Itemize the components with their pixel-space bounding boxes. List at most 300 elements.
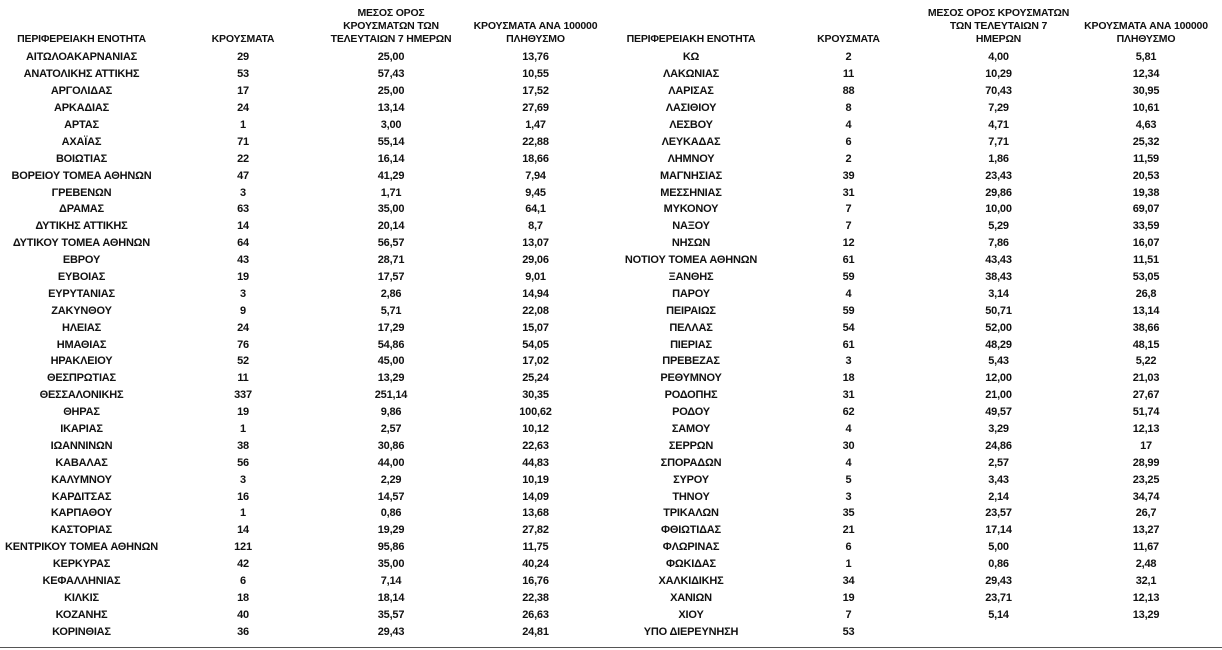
- cell-avg7: 18,14: [377, 591, 405, 604]
- cell-per100k: 15,07: [522, 321, 549, 334]
- cell-avg7: 30,86: [377, 439, 405, 452]
- cell-cases: 8: [845, 102, 852, 115]
- table-row: [612, 387, 1222, 404]
- table-row: [0, 150, 612, 167]
- cell-region: ΕΒΡΟΥ: [62, 254, 101, 267]
- cell-per100k: 26,8: [1135, 287, 1157, 300]
- cell-per100k: 10,55: [522, 68, 549, 81]
- cell-cases: 63: [237, 203, 249, 216]
- cell-region: ΞΑΝΘΗΣ: [668, 271, 714, 284]
- cell-cases: 1: [240, 423, 246, 436]
- cases-table-right: [612, 0, 1222, 640]
- cell-cases: 43: [237, 254, 249, 267]
- left-table-section: [0, 0, 612, 640]
- cell-per100k: 13,27: [1132, 524, 1160, 537]
- cell-cases: 76: [237, 338, 249, 351]
- table-row: [612, 505, 1222, 522]
- cell-avg7: 2,86: [380, 287, 402, 300]
- table-row: [0, 539, 612, 556]
- cell-region: ΦΛΩΡΙΝΑΣ: [662, 541, 720, 554]
- cell-avg7: 2,14: [988, 490, 1009, 503]
- cell-per100k: 19,38: [1132, 186, 1160, 199]
- cell-per100k: 13,14: [1132, 304, 1160, 317]
- cell-region: ΙΩΑΝΝΙΝΩΝ: [50, 439, 113, 452]
- cell-region: ΒΟΡΕΙΟΥ ΤΟΜΕΑ ΑΘΗΝΩΝ: [11, 169, 152, 182]
- cell-avg7: 2,57: [380, 423, 402, 436]
- table-row: [0, 66, 612, 83]
- cell-per100k: 7,94: [525, 169, 546, 182]
- cell-avg7: 5,43: [988, 355, 1009, 368]
- table-row: [612, 336, 1222, 353]
- cell-region: ΡΟΔΟΠΗΣ: [664, 389, 718, 402]
- header-per100k: ΚΡΟΥΣΜΑΤΑ ΑΝΑ 100000 ΠΛΗΘΥΣΜΟ: [473, 20, 598, 45]
- cell-per100k: 69,07: [1132, 203, 1160, 216]
- cell-cases: 38: [237, 439, 249, 452]
- cell-region: ΚΑΛΥΜΝΟΥ: [51, 473, 112, 486]
- cell-region: ΗΡΑΚΛΕΙΟΥ: [50, 355, 113, 368]
- cell-cases: 36: [237, 625, 249, 638]
- cell-avg7: 54,86: [377, 338, 405, 351]
- cell-per100k: 10,19: [522, 473, 549, 486]
- cell-cases: 42: [237, 558, 249, 571]
- cell-per100k: 12,13: [1132, 591, 1160, 604]
- cell-avg7: 55,14: [377, 135, 405, 148]
- cell-per100k: 27,82: [522, 524, 549, 537]
- table-row: [0, 49, 612, 66]
- cell-avg7: 5,71: [380, 304, 402, 317]
- cell-per100k: 48,15: [1132, 338, 1160, 351]
- cell-per100k: 24,81: [522, 625, 549, 638]
- cell-region: ΑΧΑΪΑΣ: [61, 135, 102, 148]
- cell-cases: 56: [237, 456, 249, 469]
- cell-per100k: 22,08: [522, 304, 549, 317]
- table-row: [612, 370, 1222, 387]
- cell-region: ΜΕΣΣΗΝΙΑΣ: [660, 186, 722, 199]
- cell-avg7: 2,29: [380, 473, 402, 486]
- table-row: [0, 606, 612, 623]
- cell-per100k: [1070, 623, 1222, 640]
- table-row: [612, 302, 1222, 319]
- cell-per100k: 20,53: [1132, 169, 1160, 182]
- cell-cases: 3: [845, 355, 852, 368]
- cell-region: ΚΑΡΠΑΘΟΥ: [50, 507, 113, 520]
- cell-cases: 3: [240, 287, 246, 300]
- cell-region: ΦΩΚΙΔΑΣ: [666, 558, 716, 571]
- cell-cases: 14: [237, 220, 249, 233]
- cell-avg7: 48,29: [985, 338, 1012, 351]
- cell-region: ΣΑΜΟΥ: [671, 423, 711, 436]
- table-header-row: [612, 0, 1222, 49]
- cell-region: ΚΩ: [682, 51, 700, 64]
- table-row: [0, 218, 612, 235]
- cell-region: ΡΕΘΥΜΝΟΥ: [660, 372, 722, 385]
- cell-per100k: 13,76: [522, 51, 549, 64]
- cell-cases: 18: [237, 591, 249, 604]
- table-row: [0, 269, 612, 286]
- cell-avg7: 35,00: [377, 203, 405, 216]
- cell-avg7: 49,57: [985, 406, 1012, 419]
- header-avg7: ΜΕΣΟΣ ΟΡΟΣ ΚΡΟΥΣΜΑΤΩΝ ΤΩΝ ΤΕΛΕΥΤΑΙΩΝ 7 ΗΜΕΡΩΝ: [927, 7, 1070, 45]
- table-row: [0, 302, 612, 319]
- cell-per100k: 13,68: [522, 507, 549, 520]
- cell-region: ΡΟΔΟΥ: [672, 406, 710, 419]
- cell-avg7: 1,86: [988, 152, 1009, 165]
- cell-region: ΥΠΟ ΔΙΕΡΕΥΝΗΣΗ: [643, 625, 739, 638]
- table-row: [0, 167, 612, 184]
- cell-cases: 1: [845, 558, 852, 571]
- table-row: [0, 285, 612, 302]
- table-row: [0, 590, 612, 607]
- cell-avg7: 3,43: [988, 473, 1009, 486]
- cell-avg7: 13,29: [377, 372, 405, 385]
- cell-region: ΘΗΡΑΣ: [63, 406, 100, 419]
- table-row: [612, 66, 1222, 83]
- cell-cases: 7: [845, 608, 852, 621]
- cell-avg7: 25,00: [377, 85, 405, 98]
- cell-region: ΛΑΣΙΘΙΟΥ: [665, 102, 717, 115]
- cell-cases: 62: [842, 406, 855, 419]
- cell-cases: 3: [240, 186, 246, 199]
- cell-avg7: 16,14: [377, 152, 405, 165]
- cell-avg7: 3,29: [988, 423, 1009, 436]
- cell-region: ΓΡΕΒΕΝΩΝ: [51, 186, 112, 199]
- cell-per100k: 9,01: [525, 271, 546, 284]
- cell-cases: 24: [237, 321, 249, 334]
- table-row: [0, 471, 612, 488]
- table-row: [0, 573, 612, 590]
- cell-avg7: 17,29: [377, 321, 405, 334]
- table-row: [612, 133, 1222, 150]
- cell-region: ΘΕΣΣΑΛΟΝΙΚΗΣ: [39, 389, 124, 402]
- table-row: [612, 623, 1222, 640]
- cell-region: ΔΡΑΜΑΣ: [59, 203, 104, 216]
- cell-region: ΠΑΡΟΥ: [672, 287, 710, 300]
- cell-cases: 31: [842, 389, 855, 402]
- table-row: [0, 184, 612, 201]
- cell-per100k: 32,1: [1135, 575, 1157, 588]
- table-header-row: [0, 0, 612, 49]
- table-body-left: [0, 49, 612, 640]
- table-row: [0, 421, 612, 438]
- cell-region: ΛΑΚΩΝΙΑΣ: [663, 68, 719, 81]
- cell-avg7: 29,43: [377, 625, 405, 638]
- table-row: [612, 556, 1222, 573]
- cell-cases: 121: [234, 541, 252, 554]
- cell-per100k: 14,94: [522, 287, 549, 300]
- cell-cases: 30: [842, 439, 855, 452]
- table-row: [612, 269, 1222, 286]
- cell-region: ΔΥΤΙΚΗΣ ΑΤΤΙΚΗΣ: [35, 220, 128, 233]
- cell-avg7: 7,71: [988, 135, 1009, 148]
- cell-per100k: 44,83: [522, 456, 549, 469]
- cell-avg7: 7,29: [988, 102, 1009, 115]
- table-row: [0, 488, 612, 505]
- cell-region: ΛΑΡΙΣΑΣ: [668, 85, 714, 98]
- table-row: [612, 319, 1222, 336]
- table-row: [612, 454, 1222, 471]
- cell-avg7: 12,00: [985, 372, 1012, 385]
- cell-per100k: 22,88: [522, 135, 549, 148]
- cell-per100k: 22,38: [522, 591, 549, 604]
- table-row: [0, 235, 612, 252]
- cell-region: ΚΕΡΚΥΡΑΣ: [52, 558, 111, 571]
- cell-avg7: 56,57: [377, 237, 405, 250]
- cell-cases: 17: [237, 85, 249, 98]
- table-row: [612, 421, 1222, 438]
- table-row: [0, 252, 612, 269]
- cell-avg7: 5,00: [988, 541, 1009, 554]
- cell-region: ΕΥΡΥΤΑΝΙΑΣ: [48, 287, 115, 300]
- cell-avg7: 0,86: [988, 558, 1009, 571]
- cell-avg7: 23,43: [985, 169, 1012, 182]
- cell-per100k: 17,02: [522, 355, 549, 368]
- cell-per100k: 26,7: [1135, 507, 1157, 520]
- cell-region: ΕΥΒΟΙΑΣ: [57, 271, 106, 284]
- cell-region: ΜΥΚΟΝΟΥ: [663, 203, 719, 216]
- cell-avg7: 17,57: [377, 271, 405, 284]
- cell-region: ΣΥΡΟΥ: [673, 473, 709, 486]
- cell-per100k: 25,24: [522, 372, 549, 385]
- cell-per100k: 16,07: [1132, 237, 1160, 250]
- cell-region: ΧΙΟΥ: [678, 608, 704, 621]
- table-row: [612, 488, 1222, 505]
- cell-cases: 52: [237, 355, 249, 368]
- table-row: [0, 319, 612, 336]
- cell-cases: 4: [845, 287, 852, 300]
- cell-region: ΚΑΒΑΛΑΣ: [55, 456, 108, 469]
- cell-avg7: 3,14: [988, 287, 1009, 300]
- table-row: [612, 100, 1222, 117]
- cell-region: ΝΑΞΟΥ: [672, 220, 710, 233]
- cell-avg7: 29,43: [985, 575, 1012, 588]
- cell-region: ΚΑΣΤΟΡΙΑΣ: [51, 524, 112, 537]
- header-cases: ΚΡΟΥΣΜΑΤΑ: [817, 33, 880, 45]
- cell-per100k: 38,66: [1132, 321, 1160, 334]
- cell-avg7: 23,57: [985, 507, 1012, 520]
- cell-per100k: 26,63: [522, 608, 549, 621]
- header-avg7: ΜΕΣΟΣ ΟΡΟΣ ΚΡΟΥΣΜΑΤΩΝ ΤΩΝ ΤΕΛΕΥΤΑΙΩΝ 7 ΗΜΕΡΩΝ: [330, 7, 452, 45]
- cell-avg7: 29,86: [985, 186, 1012, 199]
- table-row: [0, 454, 612, 471]
- cell-avg7: 41,29: [377, 169, 405, 182]
- table-row: [612, 285, 1222, 302]
- table-row: [612, 606, 1222, 623]
- cell-cases: 12: [842, 237, 855, 250]
- bottom-divider: [0, 647, 1222, 648]
- cell-per100k: 30,95: [1132, 85, 1160, 98]
- cell-region: ΠΕΙΡΑΙΩΣ: [666, 304, 716, 317]
- cell-cases: 7: [845, 203, 852, 216]
- cell-per100k: 29,06: [522, 254, 549, 267]
- table-row: [0, 556, 612, 573]
- table-row: [612, 201, 1222, 218]
- cell-avg7: 44,00: [377, 456, 405, 469]
- cell-avg7: 25,00: [377, 51, 405, 64]
- cell-avg7: 7,14: [380, 575, 402, 588]
- cell-cases: 19: [237, 406, 249, 419]
- cell-per100k: 27,69: [522, 102, 549, 115]
- cell-region: ΒΟΙΩΤΙΑΣ: [55, 152, 108, 165]
- cell-region: ΑΙΤΩΛΟΑΚΑΡΝΑΝΙΑΣ: [25, 51, 138, 64]
- cell-cases: 11: [237, 372, 249, 385]
- cell-region: ΦΘΙΩΤΙΔΑΣ: [661, 524, 721, 537]
- table-row: [0, 437, 612, 454]
- cell-region: ΔΥΤΙΚΟΥ ΤΟΜΕΑ ΑΘΗΝΩΝ: [12, 237, 151, 250]
- cell-avg7: 9,86: [380, 406, 402, 419]
- cell-cases: 31: [842, 186, 855, 199]
- cell-cases: 5: [845, 473, 852, 486]
- cell-cases: 16: [237, 490, 249, 503]
- cell-avg7: 24,86: [985, 439, 1012, 452]
- cell-region: ΣΠΟΡΑΔΩΝ: [660, 456, 722, 469]
- cell-cases: 59: [842, 304, 855, 317]
- cell-avg7: 5,14: [988, 608, 1009, 621]
- cell-cases: 21: [842, 524, 855, 537]
- cell-cases: 19: [842, 591, 855, 604]
- cell-region: ΚΟΡΙΝΘΙΑΣ: [52, 625, 111, 638]
- table-row: [0, 336, 612, 353]
- cell-avg7: 35,57: [377, 608, 405, 621]
- cell-per100k: 40,24: [522, 558, 549, 571]
- cell-cases: 3: [240, 473, 246, 486]
- cell-avg7: 10,29: [985, 68, 1012, 81]
- table-body-right: [612, 49, 1222, 640]
- cell-region: ΚΕΝΤΡΙΚΟΥ ΤΟΜΕΑ ΑΘΗΝΩΝ: [4, 541, 159, 554]
- cell-region: ΚΟΖΑΝΗΣ: [55, 608, 108, 621]
- cell-per100k: 21,03: [1132, 372, 1160, 385]
- cell-avg7: 28,71: [377, 254, 405, 267]
- table-row: [612, 49, 1222, 66]
- table-row: [612, 437, 1222, 454]
- cell-avg7: 10,00: [985, 203, 1012, 216]
- cell-region: ΑΝΑΤΟΛΙΚΗΣ ΑΤΤΙΚΗΣ: [23, 68, 140, 81]
- table-row: [612, 235, 1222, 252]
- cell-cases: 6: [845, 135, 852, 148]
- cell-avg7: 70,43: [985, 85, 1012, 98]
- cell-cases: 47: [237, 169, 249, 182]
- cell-per100k: 5,81: [1135, 51, 1157, 64]
- cell-cases: 54: [842, 321, 855, 334]
- cell-region: ΛΕΣΒΟΥ: [669, 119, 713, 131]
- cell-per100k: 16,76: [522, 575, 549, 588]
- cell-avg7: 19,29: [377, 524, 405, 537]
- cell-avg7: 45,00: [377, 355, 405, 368]
- cell-per100k: 4,63: [1135, 119, 1157, 131]
- cell-per100k: 54,05: [522, 338, 549, 351]
- cell-cases: 61: [842, 338, 855, 351]
- cell-cases: 39: [842, 169, 855, 182]
- cell-avg7: 4,71: [988, 119, 1009, 131]
- table-row: [0, 387, 612, 404]
- cell-region: ΠΙΕΡΙΑΣ: [670, 338, 712, 351]
- cell-per100k: 13,07: [522, 237, 549, 250]
- cell-cases: 11: [842, 68, 855, 81]
- cell-avg7: 3,00: [380, 119, 402, 131]
- cell-cases: 4: [845, 119, 852, 131]
- cell-per100k: 30,35: [522, 389, 549, 402]
- table-row: [0, 353, 612, 370]
- cell-per100k: 5,22: [1135, 355, 1157, 368]
- cell-region: ΠΕΛΛΑΣ: [669, 321, 713, 334]
- cell-per100k: 12,34: [1132, 68, 1160, 81]
- cell-per100k: 8,7: [528, 220, 543, 233]
- cell-avg7: 52,00: [985, 321, 1012, 334]
- cell-cases: 22: [237, 152, 249, 165]
- cell-per100k: 13,29: [1132, 608, 1160, 621]
- cell-region: ΧΑΝΙΩΝ: [670, 591, 712, 604]
- cell-avg7: 21,00: [985, 389, 1012, 402]
- cell-cases: 4: [845, 423, 852, 436]
- table-row: [612, 573, 1222, 590]
- cell-per100k: 12,13: [1132, 423, 1160, 436]
- table-row: [0, 522, 612, 539]
- table-row: [0, 100, 612, 117]
- cell-avg7: 4,00: [988, 51, 1009, 64]
- cell-region: ΚΙΛΚΙΣ: [64, 591, 99, 604]
- cell-per100k: 33,59: [1132, 220, 1160, 233]
- cell-avg7: 38,43: [985, 271, 1012, 284]
- cell-cases: 53: [237, 68, 249, 81]
- cell-per100k: 25,32: [1132, 135, 1160, 148]
- cell-cases: 3: [845, 490, 852, 503]
- cell-avg7: 17,14: [985, 524, 1012, 537]
- cell-cases: 2: [845, 152, 852, 165]
- cell-cases: 53: [842, 625, 855, 638]
- cell-per100k: 18,66: [522, 152, 549, 165]
- table-row: [612, 590, 1222, 607]
- header-per100k: ΚΡΟΥΣΜΑΤΑ ΑΝΑ 100000 ΠΛΗΘΥΣΜΟ: [1084, 20, 1208, 45]
- cell-region: ΤΡΙΚΑΛΩΝ: [663, 507, 719, 520]
- cell-cases: 34: [842, 575, 855, 588]
- cell-avg7: 13,14: [377, 102, 405, 115]
- table-row: [0, 201, 612, 218]
- cell-per100k: 10,12: [522, 423, 549, 436]
- cell-per100k: 11,67: [1133, 541, 1159, 554]
- cell-cases: 35: [842, 507, 855, 520]
- cell-per100k: 1,47: [525, 119, 546, 131]
- cell-avg7: 20,14: [377, 220, 405, 233]
- cell-region: ΑΡΤΑΣ: [64, 119, 99, 131]
- cell-region: ΙΚΑΡΙΑΣ: [60, 423, 103, 436]
- cell-per100k: 100,62: [519, 406, 552, 419]
- table-row: [612, 539, 1222, 556]
- cell-cases: 71: [237, 135, 249, 148]
- cell-cases: 2: [845, 51, 852, 64]
- cell-region: ΛΗΜΝΟΥ: [667, 152, 715, 165]
- cell-cases: 337: [234, 389, 252, 402]
- table-row: [612, 117, 1222, 134]
- cell-avg7: 2,57: [988, 456, 1009, 469]
- cell-region: ΚΑΡΔΙΤΣΑΣ: [51, 490, 112, 503]
- cell-cases: 24: [237, 102, 249, 115]
- cell-region: ΧΑΛΚΙΔΙΚΗΣ: [658, 575, 724, 588]
- cell-region: ΤΗΝΟΥ: [672, 490, 710, 503]
- table-row: [0, 83, 612, 100]
- cell-region: ΗΛΕΙΑΣ: [61, 321, 102, 334]
- cell-cases: 29: [237, 51, 249, 64]
- cell-avg7: 14,57: [377, 490, 405, 503]
- cell-avg7: 43,43: [985, 254, 1012, 267]
- cell-avg7: 95,86: [377, 541, 405, 554]
- cell-cases: 9: [240, 304, 246, 317]
- header-region: ΠΕΡΙΦΕΡΕΙΑΚΗ ΕΝΟΤΗΤΑ: [17, 33, 146, 45]
- table-row: [612, 252, 1222, 269]
- cell-cases: 88: [842, 85, 855, 98]
- cell-cases: 1: [240, 119, 246, 131]
- cell-cases: 61: [842, 254, 855, 267]
- cell-avg7: 57,43: [377, 68, 405, 81]
- right-table-section: [612, 0, 1222, 640]
